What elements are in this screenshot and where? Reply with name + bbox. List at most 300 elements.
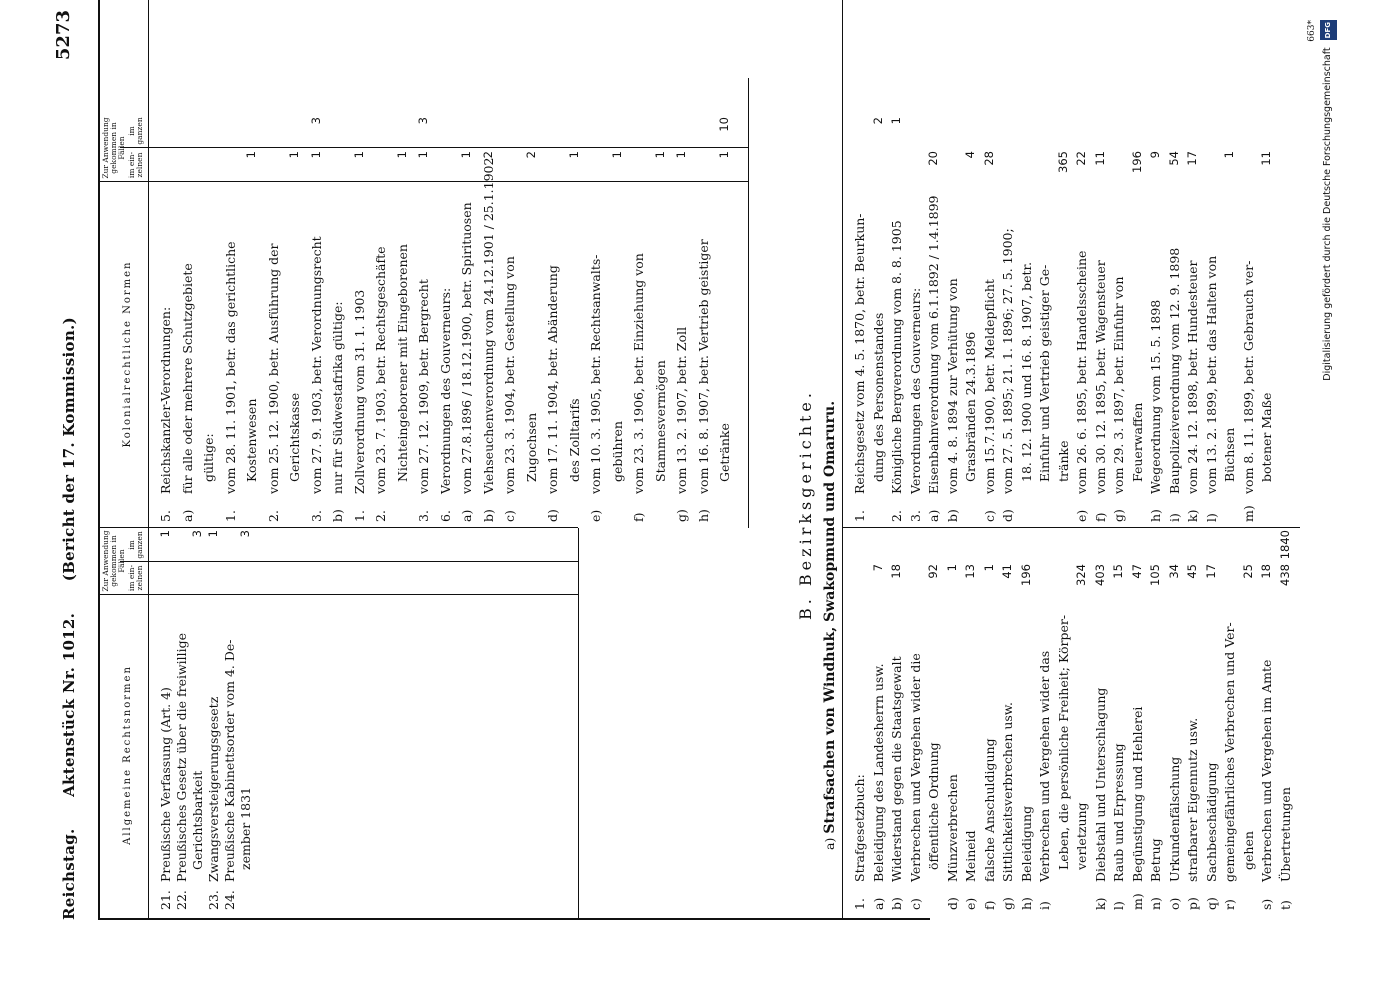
row-number: k) — [1092, 897, 1108, 910]
row-text: Reichsgesetz vom 4. 5. 1870, betr. Beurkun- — [852, 213, 867, 494]
row-text: des Zolltarifs — [566, 398, 582, 482]
row-text: Zollverordnung vom 31. 1. 1903 — [351, 289, 367, 494]
row-text: Verbrechen und Vergehen wider das — [1037, 650, 1052, 882]
table-row — [1000, 184, 1015, 522]
table-row — [1204, 184, 1219, 522]
table-row — [1185, 184, 1200, 522]
row-text: Urkundenfälschung — [1166, 756, 1182, 882]
table-row — [480, 157, 496, 522]
row-number: m) — [1240, 505, 1256, 522]
right-table-bottom-rule — [748, 78, 749, 528]
table-row — [266, 184, 281, 522]
count-single: 1 — [717, 151, 731, 159]
row-text: botener Maße — [1259, 392, 1274, 482]
table-row — [696, 184, 711, 522]
row-text: vom 26. 6. 1895, betr. Handelsscheine — [1074, 250, 1089, 494]
row-text: verletzung — [1074, 802, 1089, 870]
row-text: Meineid — [963, 830, 978, 882]
count-single: 15 — [1111, 564, 1125, 579]
table-row — [871, 184, 886, 522]
row-text: 18. 12. 1900 und 16. 8. 1907, betr. — [1018, 261, 1034, 482]
table-row — [1074, 184, 1089, 522]
row-text: vom 13. 2. 1907, betr. Zoll — [674, 326, 689, 494]
row-number: d) — [545, 509, 560, 522]
row-text: Eisenbahnverordnung vom 6.1.1892 / 1.4.1899 — [926, 195, 941, 494]
count-single: 1 — [674, 151, 688, 159]
table-row — [373, 184, 388, 522]
row-number: f) — [1092, 512, 1108, 522]
table-row — [653, 184, 668, 522]
table-row — [588, 184, 603, 522]
count-single: 45 — [1185, 564, 1199, 579]
count-single: 1 — [566, 151, 581, 159]
table-row — [223, 184, 238, 522]
row-number: a) — [179, 509, 195, 522]
table-row — [610, 184, 625, 522]
table-row — [1222, 184, 1237, 522]
row-text: vom 23. 3. 1904, betr. Gestellung von — [502, 256, 517, 494]
row-number: 1. — [852, 898, 867, 910]
row-number: a) — [459, 509, 474, 522]
row-number: o) — [1166, 897, 1182, 910]
header-center-text: Aktenstück Nr. 1012. — [60, 612, 78, 797]
table-row — [889, 598, 904, 910]
table-row — [190, 598, 205, 910]
row-number: 2. — [265, 510, 281, 522]
count-single: 18 — [889, 564, 903, 579]
count-single: 365 — [1055, 151, 1070, 173]
table-row — [416, 184, 431, 522]
section-b-subtitle — [822, 401, 838, 850]
left-count-col-rule — [98, 594, 578, 595]
row-number: 3. — [416, 510, 431, 522]
row-text: Preußische Verfassung (Art. 4) — [158, 687, 173, 882]
row-number: 3. — [907, 510, 923, 522]
table-row — [1056, 184, 1071, 522]
row-number: p) — [1185, 897, 1200, 910]
row-number: k) — [1185, 509, 1200, 522]
count-single: 196 — [1129, 151, 1144, 173]
row-text: vom 28. 11. 1901, betr. das gerichtliche — [222, 241, 238, 494]
count-single: 18 — [1259, 564, 1273, 579]
row-text: dung des Personenstandes — [870, 312, 886, 482]
row-number: b) — [480, 509, 496, 522]
table-row — [201, 184, 216, 522]
row-text: Leben, die persönliche Freiheit; Körper- — [1055, 614, 1071, 870]
count-single: 1 — [459, 151, 473, 159]
row-text: vom 27.8.1896 / 18.12.1900, betr. Spirituosen — [459, 202, 474, 494]
row-text: Beleidigung des Landesherrn usw. — [870, 663, 886, 882]
row-text: Getränke — [717, 423, 732, 482]
table-row — [1074, 598, 1089, 910]
row-number: 6. — [437, 510, 453, 522]
table-row — [1241, 184, 1256, 522]
count-total: 3 — [238, 530, 252, 538]
row-number: q) — [1203, 897, 1219, 910]
table-row — [1204, 598, 1219, 910]
row-text: strafbarer Eigennutz usw. — [1185, 717, 1200, 882]
count-single: 41 — [1000, 564, 1014, 579]
right-count-sub-rule — [120, 147, 748, 148]
table-row — [1278, 598, 1293, 910]
row-text: vom 23. 7. 1903, betr. Rechtsgeschäfte — [373, 246, 388, 494]
count-single: 22 — [1074, 151, 1088, 166]
row-number: c) — [981, 510, 997, 522]
row-text: vom 30. 12. 1895, betr. Wagensteuer — [1092, 260, 1108, 494]
side-note-text: Digitalisierung gefördert durch die Deutsche Forschungsgemeinschaft — [1322, 47, 1333, 381]
table-row — [1037, 184, 1052, 522]
row-text: Verordnungen des Gouverneurs: — [437, 287, 453, 494]
row-text: vom 10. 3. 1905, betr. Rechtsanwalts- — [588, 254, 603, 494]
table-row — [1167, 184, 1182, 522]
table-row — [1037, 598, 1052, 910]
subtitle-text: Strafsachen von Windhuk, Swakopmund und Omaruru. — [822, 400, 838, 834]
row-text: Widerstand gegen die Staatsgewalt — [889, 656, 904, 882]
header-right-text: (Bericht der 17. Kommission.) — [60, 317, 78, 582]
row-number: l) — [1203, 513, 1219, 522]
count-single: 1 — [652, 151, 667, 159]
row-number: 2. — [373, 510, 388, 522]
table-row — [1185, 598, 1200, 910]
right-count-sub-b: im ganzen — [127, 117, 144, 145]
table-row — [238, 598, 253, 910]
row-number: c) — [907, 898, 923, 910]
table-row — [309, 184, 324, 522]
row-number: c) — [502, 510, 517, 522]
sheet-mark: 663* — [1307, 20, 1317, 42]
table-row — [1167, 598, 1182, 910]
table-row — [352, 184, 367, 522]
row-number: b) — [889, 897, 904, 910]
row-text: gültige: — [201, 433, 216, 482]
row-number: 21. — [158, 890, 173, 910]
row-number: 5. — [158, 510, 173, 522]
row-text: Preußische Kabinettsorder vom 4. De- — [222, 639, 237, 882]
row-number: 2. — [889, 510, 904, 522]
count-single: 28 — [981, 151, 996, 166]
row-text: Königliche Bergverordnung vom 8. 8. 1905 — [889, 220, 904, 494]
table-row — [1019, 598, 1034, 910]
table-row — [908, 184, 923, 522]
table-row — [287, 184, 302, 522]
count-single: 7 — [870, 564, 885, 572]
count-single: 34 — [1166, 564, 1181, 579]
row-text: vom 27. 5. 1895; 21. 1. 1896; 27. 5. 1900; — [1000, 228, 1015, 494]
count-single: 17 — [1185, 151, 1199, 166]
count-single: 92 — [926, 564, 940, 579]
count-single: 1 — [981, 564, 996, 572]
section-b-title: B. Bezirksgerichte. — [796, 389, 815, 620]
count-single: 17 — [1203, 564, 1218, 579]
table-row — [982, 184, 997, 522]
row-text: gehen — [1240, 831, 1256, 870]
right-col-title: Kolonialrechtliche Normen — [122, 260, 133, 448]
row-number: f) — [981, 900, 997, 910]
row-text: Einfuhr und Vertrieb geistiger Ge- — [1037, 264, 1052, 482]
count-single: 1 — [394, 151, 409, 159]
row-text: Verordnungen des Gouverneurs: — [907, 287, 923, 494]
row-number: l) — [1111, 901, 1126, 910]
right-count-sub-a: im ein-zelnen — [127, 151, 144, 179]
row-text: Zwangsversteigerungsgesetz — [206, 696, 221, 882]
row-number: a) — [870, 897, 886, 910]
page-header — [62, 100, 77, 920]
row-text: vom 8. 11. 1899, betr. Gebrauch ver- — [1240, 260, 1256, 494]
count-single: 1 — [308, 151, 323, 159]
table-left-rule — [98, 918, 930, 920]
table-row — [438, 184, 453, 522]
row-number: i) — [1166, 513, 1182, 522]
row-number: h) — [1148, 509, 1163, 522]
table-row — [889, 184, 904, 522]
table-row — [1148, 598, 1163, 910]
row-number: f) — [631, 512, 646, 522]
row-text: Diebstahl und Unterschlagung — [1092, 687, 1108, 882]
table-row — [852, 598, 867, 910]
table-row — [852, 184, 867, 522]
count-total: 2 — [870, 117, 885, 125]
row-text: vom 24. 12. 1898, betr. Hundesteuer — [1185, 260, 1200, 494]
count-total: 1840 — [1277, 530, 1292, 560]
table-row — [717, 184, 732, 522]
table-row — [545, 184, 560, 522]
page-number: 5273 — [53, 10, 74, 61]
row-text: Zugochsen — [523, 412, 539, 482]
row-number: r) — [1222, 899, 1237, 910]
count-total: 1 — [158, 530, 172, 538]
header-left-text: Reichstag. — [60, 828, 78, 920]
row-text: vom 17. 11. 1904, betr. Abänderung — [545, 265, 560, 494]
count-total: 1 — [889, 117, 903, 125]
count-single: 11 — [1259, 151, 1273, 166]
count-single: 403 — [1092, 564, 1107, 586]
count-total: 1 — [206, 530, 220, 538]
row-text: vom 13. 2. 1899, betr. das Halten von — [1203, 255, 1219, 494]
row-number: 3. — [308, 510, 324, 522]
row-text: Nichteingeborener mit Eingeborenen — [394, 244, 410, 482]
row-text: Begünstigung und Hehlerei — [1129, 706, 1145, 882]
count-single: 11 — [1092, 151, 1107, 166]
side-note — [1320, 20, 1337, 980]
row-text: falsche Anschuldigung — [981, 738, 997, 882]
table-row — [1111, 598, 1126, 910]
count-single: 1 — [244, 151, 258, 159]
table-row — [1241, 598, 1256, 910]
row-number: g) — [1000, 897, 1015, 910]
count-single: 13 — [963, 564, 977, 579]
count-single: 1 — [416, 151, 430, 159]
count-single: 54 — [1166, 151, 1181, 166]
count-single: 1 — [609, 151, 624, 159]
row-number: 1. — [222, 510, 238, 522]
row-text: Sittlichkeitsverbrechen usw. — [1000, 702, 1015, 882]
row-number: 24. — [222, 890, 237, 910]
row-number: 1. — [351, 510, 367, 522]
table-row — [1130, 598, 1145, 910]
row-number: h) — [1018, 897, 1034, 910]
row-number: h) — [695, 509, 711, 522]
table-row — [206, 598, 221, 910]
table-row — [1222, 598, 1237, 910]
dfg-badge: DFG — [1320, 20, 1337, 40]
row-text: Grasbränden 24.3.1896 — [963, 331, 978, 482]
table-row — [926, 184, 941, 522]
row-number: s) — [1259, 898, 1274, 910]
row-number: 23. — [206, 890, 221, 910]
row-text: Betrug — [1148, 838, 1163, 882]
left-count-head: Zur Anwendung gekommen in Fällen — [101, 530, 126, 592]
table-row — [1093, 184, 1108, 522]
row-text: Reichskanzler-Verordnungen: — [158, 306, 173, 494]
left-col-title: Allgemeine Rechtsnormen — [122, 665, 133, 845]
table-row — [459, 184, 474, 522]
subtitle-prefix: a) — [822, 837, 837, 850]
row-text: Kostenwesen — [244, 398, 259, 482]
table-row — [963, 184, 978, 522]
table-row — [1148, 184, 1163, 522]
row-text: Büchsen — [1222, 427, 1237, 482]
table-row — [631, 184, 646, 522]
table-row — [158, 184, 173, 522]
table-row — [1093, 598, 1108, 910]
count-total: 3 — [190, 530, 204, 538]
row-text: Baupolizeiverordnung vom 12. 9. 1898 — [1166, 247, 1182, 494]
left-table-bottom-rule — [578, 528, 579, 920]
count-single: 1 — [287, 151, 301, 159]
row-text: Viehseuchenverordnung vom 24.12.1901 / 25.1.1902 — [480, 157, 496, 494]
left-count-sub-b: im ganzen — [127, 531, 144, 559]
left-count-sub-a: im ein-zelnen — [127, 564, 144, 592]
count-single: 9 — [1148, 151, 1162, 159]
count-single: 438 — [1277, 564, 1292, 586]
row-text: Preußisches Gesetz über die freiwillige — [174, 632, 189, 882]
row-text: Wegeordnung vom 15. 5. 1898 — [1148, 299, 1163, 494]
row-text: Gerichtsbarkeit — [190, 770, 205, 870]
row-text: für alle oder mehrere Schutzgebiete — [179, 263, 195, 494]
right-count-head: Zur Anwendung gekommen in Fällen — [101, 117, 126, 179]
table-row — [1259, 598, 1274, 910]
table-row — [1111, 184, 1126, 522]
table-row — [174, 598, 189, 910]
row-text: gemeingefährliches Verbrechen und Ver- — [1222, 622, 1237, 882]
count-single: 25 — [1240, 564, 1255, 579]
row-number: g) — [1111, 509, 1126, 522]
count-total: 3 — [308, 117, 323, 125]
row-text: Feuerwaffen — [1129, 402, 1145, 482]
table-row — [945, 184, 960, 522]
row-number: t) — [1277, 900, 1293, 910]
row-number: m) — [1129, 893, 1145, 910]
row-number: g) — [674, 509, 689, 522]
count-single: 1 — [351, 151, 366, 159]
row-number: b) — [944, 509, 960, 522]
row-text: Verbrechen und Vergehen im Amte — [1259, 659, 1274, 882]
table-row — [945, 598, 960, 910]
row-number: i) — [1037, 901, 1052, 910]
row-text: Sachbeschädigung — [1203, 762, 1219, 882]
count-single: 196 — [1018, 564, 1033, 586]
table-row — [1259, 184, 1274, 522]
row-number: n) — [1148, 897, 1163, 910]
row-number: 22. — [174, 890, 189, 910]
table-row — [982, 598, 997, 910]
mid-rule — [98, 527, 578, 528]
count-single: 105 — [1148, 564, 1162, 586]
table-row — [244, 184, 259, 522]
row-number: e) — [588, 509, 603, 522]
row-text: vom 15.7.1900, betr. Meldepflicht — [981, 279, 997, 494]
table-row — [1130, 184, 1145, 522]
row-number: e) — [1074, 509, 1089, 522]
table-row — [567, 184, 582, 522]
row-text: vom 16. 8. 1907, betr. Vertrieb geistiger — [695, 239, 711, 494]
table-row — [158, 598, 173, 910]
row-text: Gerichtskasse — [287, 392, 302, 482]
row-text: nur für Südwestafrika gültige: — [330, 301, 345, 494]
table-row — [180, 184, 195, 522]
count-single: 2 — [480, 151, 495, 159]
row-text: öffentliche Ordnung — [926, 742, 941, 870]
count-single: 1 — [944, 564, 959, 572]
row-text: Münzverbrechen — [944, 774, 960, 882]
section-b-mid-rule — [842, 527, 1300, 528]
table-row — [674, 184, 689, 522]
count-single: 47 — [1129, 564, 1144, 579]
table-row — [1056, 598, 1071, 910]
row-text: gebühren — [609, 421, 625, 482]
row-number: d) — [944, 897, 960, 910]
table-row — [395, 184, 410, 522]
table-top-rule — [98, 0, 100, 920]
row-text: vom 27. 12. 1909, betr. Bergrecht — [416, 279, 431, 494]
table-row — [926, 598, 941, 910]
row-number: e) — [963, 897, 978, 910]
table-row — [222, 598, 237, 910]
row-text: Strafgesetzbuch: — [852, 774, 867, 882]
row-text: vom 27. 9. 1903, betr. Verordnungsrecht — [308, 236, 324, 494]
table-row — [871, 598, 886, 910]
row-number: d) — [1000, 509, 1015, 522]
count-single: 20 — [926, 151, 940, 166]
table-row — [330, 184, 345, 522]
row-text: tränke — [1055, 440, 1071, 482]
table-row — [908, 598, 923, 910]
count-total: 3 — [416, 117, 430, 125]
count-single: 1 — [1222, 151, 1236, 159]
row-text: Übertretungen — [1277, 787, 1293, 882]
count-single: 2 — [523, 151, 538, 159]
table-row — [1019, 184, 1034, 522]
row-text: Raub und Erpressung — [1111, 743, 1126, 882]
table-row — [963, 598, 978, 910]
table-head-rule — [148, 0, 149, 920]
row-text: Beleidigung — [1018, 805, 1034, 882]
row-text: zember 1831 — [238, 787, 253, 870]
row-number: 1. — [852, 510, 867, 522]
row-number: b) — [330, 509, 345, 522]
row-number: a) — [926, 509, 941, 522]
section-b-rule — [842, 0, 843, 920]
table-row — [502, 184, 517, 522]
row-text: vom 29. 3. 1897, betr. Einfuhr von — [1111, 276, 1126, 494]
row-text: vom 4. 8. 1894 zur Verhütung von — [944, 278, 960, 494]
count-total: 10 — [717, 117, 731, 132]
left-count-sub-rule — [120, 561, 578, 562]
row-text: Verbrechen und Vergehen wider die — [907, 653, 923, 882]
count-single: 324 — [1074, 564, 1088, 586]
row-text: vom 23. 3. 1906, betr. Einziehung von — [631, 253, 646, 494]
count-single: 4 — [963, 151, 977, 159]
